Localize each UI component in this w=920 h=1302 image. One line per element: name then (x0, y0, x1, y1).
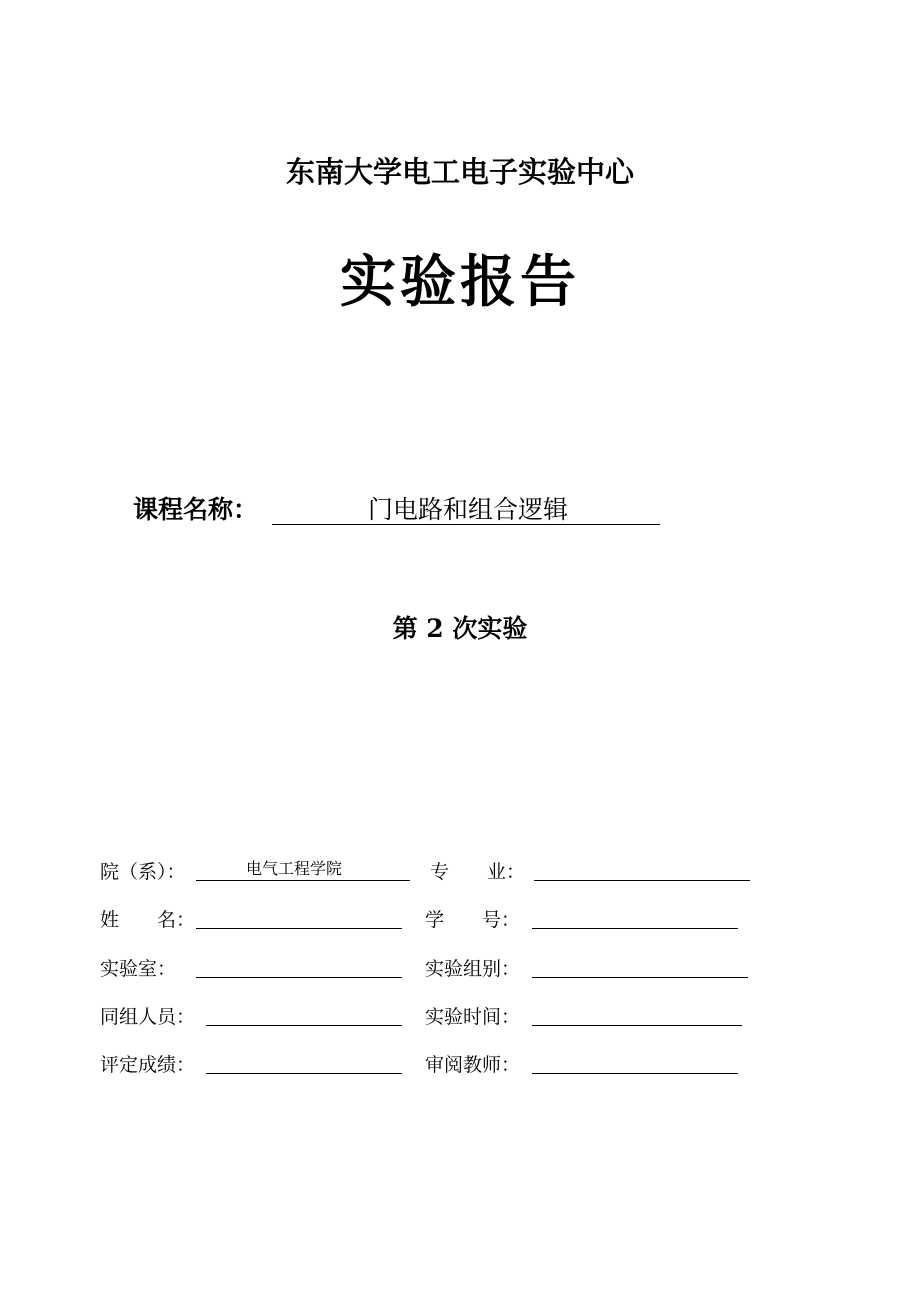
major-label: 专 业： (430, 861, 526, 883)
name-field (196, 906, 402, 929)
lab-time-label: 实验时间： (425, 1006, 521, 1028)
grade-label: 评定成绩： (100, 1054, 196, 1076)
lab-group-label: 实验组别： (425, 958, 521, 980)
course-name-field (272, 490, 660, 525)
course-name-label: 课程名称： (133, 495, 259, 524)
lab-room-field (196, 955, 402, 978)
student-id-field (532, 906, 738, 929)
reviewer-label: 审阅教师： (425, 1054, 521, 1076)
lab-room-label: 实验室： (100, 958, 177, 980)
major-field (534, 858, 750, 881)
department-label: 院（系）： (100, 861, 186, 883)
student-id-label: 学 号： (425, 909, 521, 931)
report-title: 实验报告 (340, 249, 580, 315)
reviewer-field (532, 1051, 738, 1074)
lab-group-field (532, 955, 748, 978)
lab-time-field (532, 1003, 742, 1026)
experiment-session: 第 2 次实验 (392, 614, 528, 643)
group-members-label: 同组人员： (100, 1006, 196, 1028)
course-name-value: 门电路和组合逻辑 (368, 495, 569, 524)
department-value: 电气工程学院 (246, 859, 343, 878)
group-members-field (206, 1003, 402, 1026)
department-field (196, 858, 410, 881)
name-label: 姓 名： (100, 909, 196, 931)
center-name: 东南大学电工电子实验中心 (285, 155, 634, 189)
grade-field (206, 1051, 402, 1074)
